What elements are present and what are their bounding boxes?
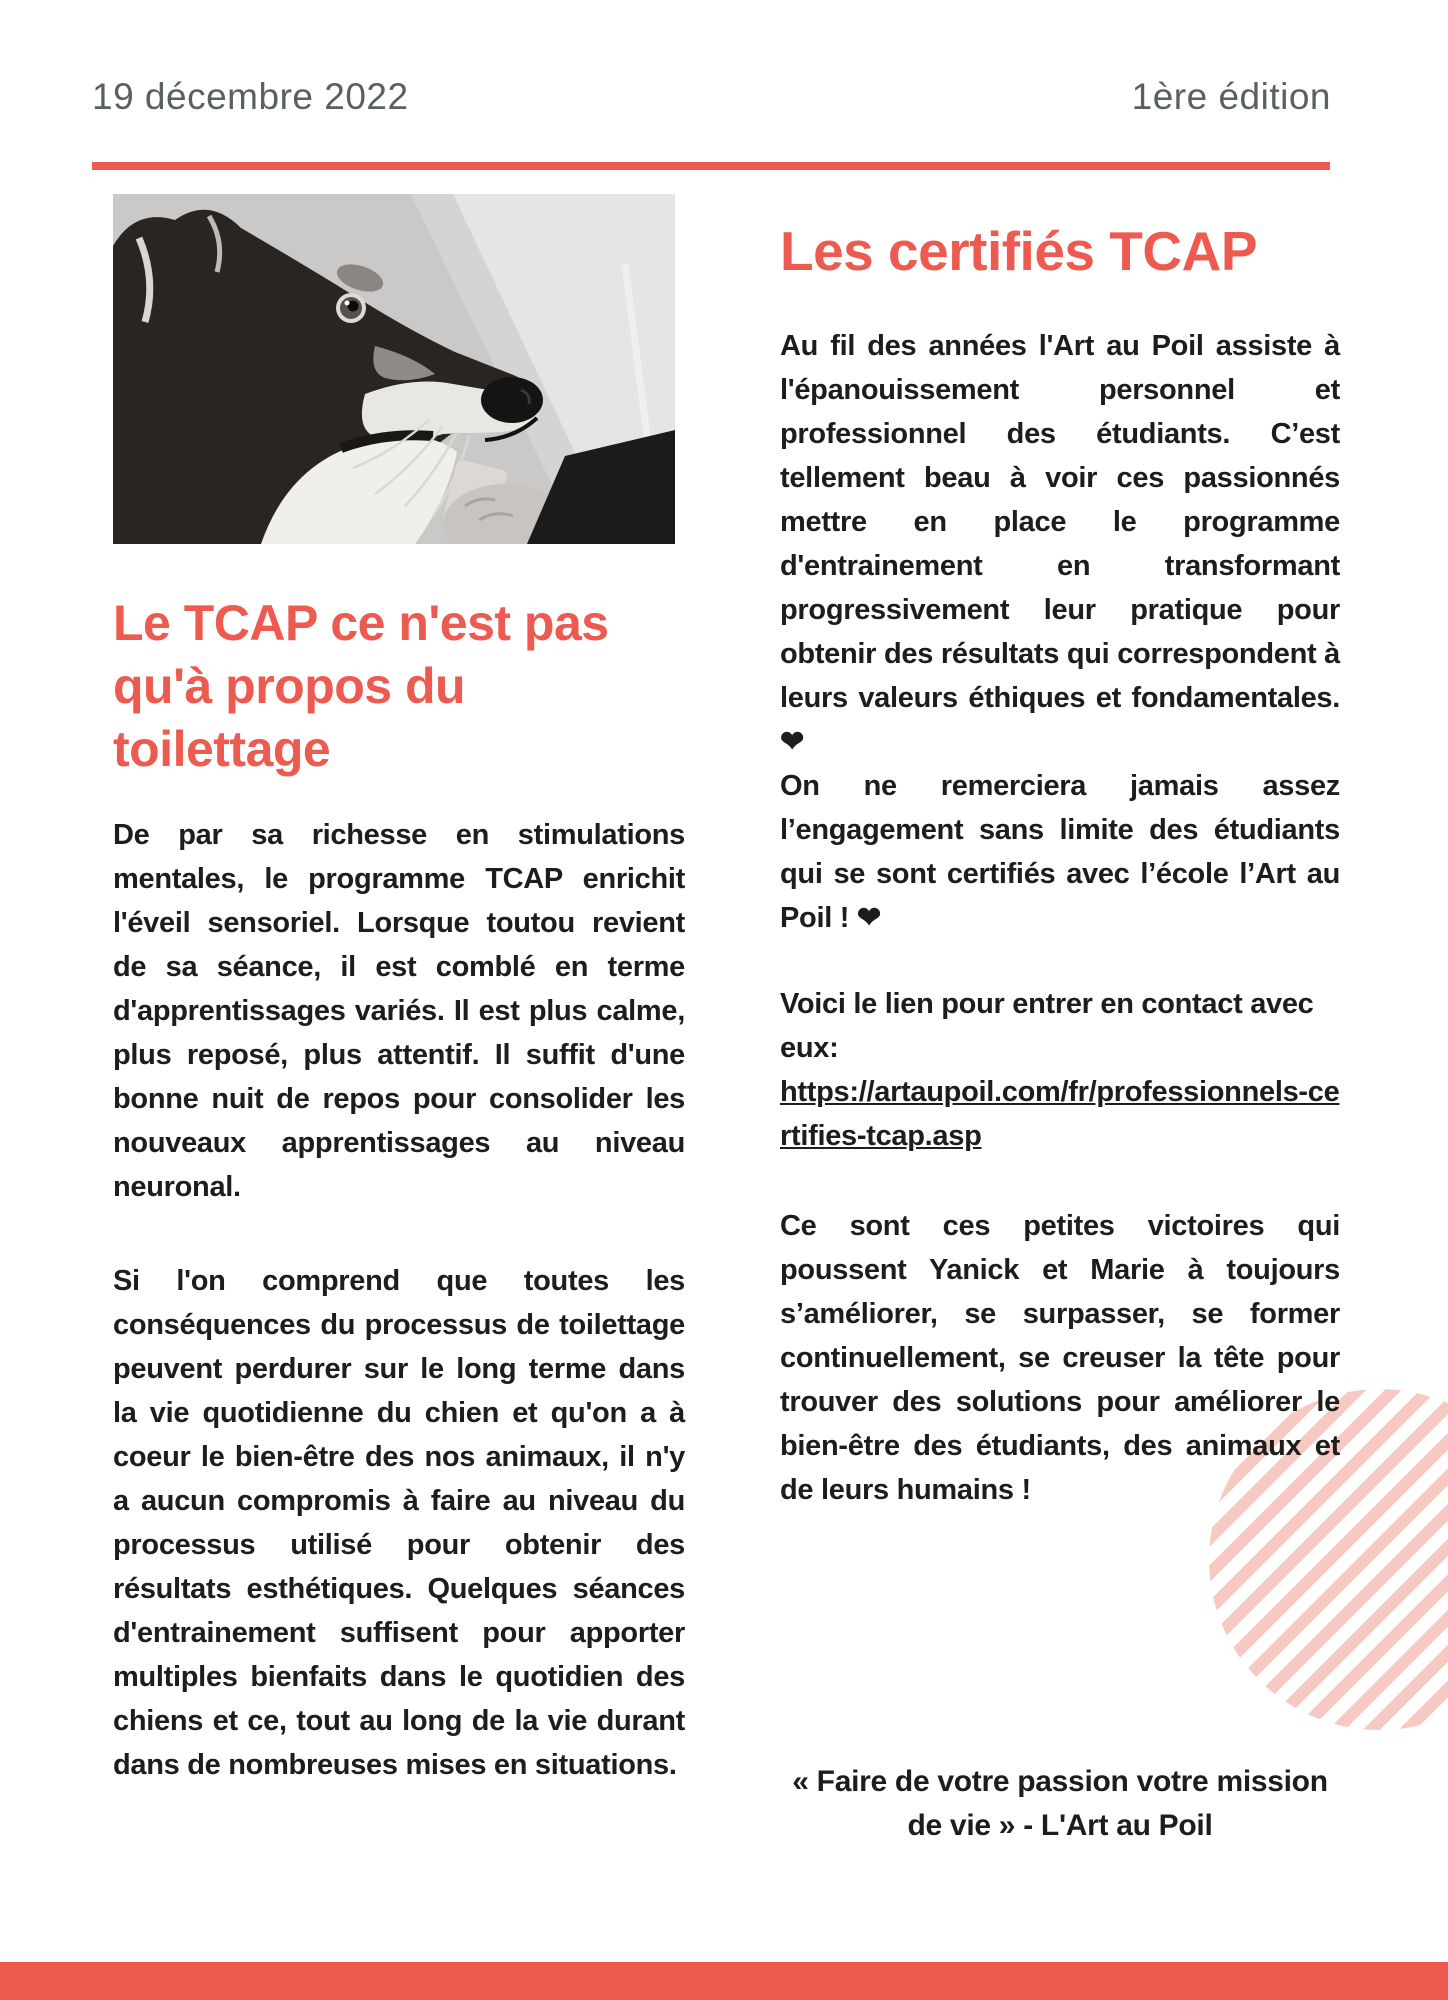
left-article-paragraph-1: De par sa richesse en stimulations mentales, le programme TCAP enrichit l'éveil sensoriel. Lorsque toutou revient de sa séance, il est comblé en terme d'apprentissages variés. Il est plus calme, plus reposé, plus attentif. Il suffit d'une bonne nuit de repos pour consolider les nouveaux apprentissages au niveau neuronal. bbox=[113, 819, 685, 1203]
left-article-title: Le TCAP ce n'est pas qu'à propos du toilettage bbox=[113, 595, 609, 777]
footer-bar bbox=[0, 1962, 1448, 2000]
certified-professionals-link[interactable]: https://artaupoil.com/fr/professionnels-certifies-tcap.asp bbox=[780, 1076, 1340, 1152]
header-divider bbox=[92, 162, 1330, 170]
right-article-paragraph-1 bbox=[780, 324, 1340, 940]
content-columns bbox=[113, 194, 1448, 1848]
issue-date: 19 décembre 2022 bbox=[92, 76, 409, 117]
left-article-paragraph-2: Si l'on comprend que toutes les conséquences du processus de toilettage peuvent perdurer sur le long terme dans la vie quotidienne du chien et qu'on a à coeur le bien-être des nos animaux, il n'y a aucun compromis à faire au niveau du processus utilisé pour obtenir des résultats esthétiques. Quelques séances d'entrainement suffisent pour apporter multiples bienfaits dans le quotidien des chiens et ce, tout au long de la vie durant dans de nombreuses mises en situations. bbox=[113, 1265, 685, 1781]
dog-nose bbox=[481, 377, 543, 423]
intro-segment-2: On ne remerciera jamais assez l’engagement sans limite des étudiants qui se sont certifiés avec l’école l’Art au Poil ! ❤ bbox=[780, 770, 1340, 934]
right-article-title: Les certifiés TCAP bbox=[780, 220, 1258, 282]
left-column bbox=[113, 194, 685, 1848]
contact-link-intro: Voici le lien pour entrer en contact avec eux: bbox=[780, 988, 1314, 1064]
dog-eye-highlight bbox=[345, 301, 350, 306]
dog-photo bbox=[113, 194, 675, 544]
masthead bbox=[0, 0, 1448, 118]
mission-quote: « Faire de votre passion votre mission de vie » - L'Art au Poil bbox=[792, 1765, 1328, 1842]
intro-segment-1: Au fil des années l'Art au Poil assiste à l'épanouissement personnel et professionnel des étudiants. C’est tellement beau à voir ces passionnés mettre en place le programme d'entrainement en transformant progressivement leur pratique pour obtenir des résultats qui correspondent à leurs valeurs éthiques et fondamentales. ❤ bbox=[780, 330, 1340, 758]
dog-photo-illustration bbox=[113, 194, 675, 544]
contact-link-block bbox=[780, 982, 1340, 1158]
right-column bbox=[780, 194, 1340, 1848]
edition-label: 1ère édition bbox=[1131, 76, 1331, 117]
right-article-paragraph-2: Ce sont ces petites victoires qui poussent Yanick et Marie à toujours s’améliorer, se surpasser, se former continuellement, se creuser la tête pour trouver des solutions pour améliorer le bien-être des étudiants, des animaux et de leurs humains ! bbox=[780, 1210, 1340, 1506]
